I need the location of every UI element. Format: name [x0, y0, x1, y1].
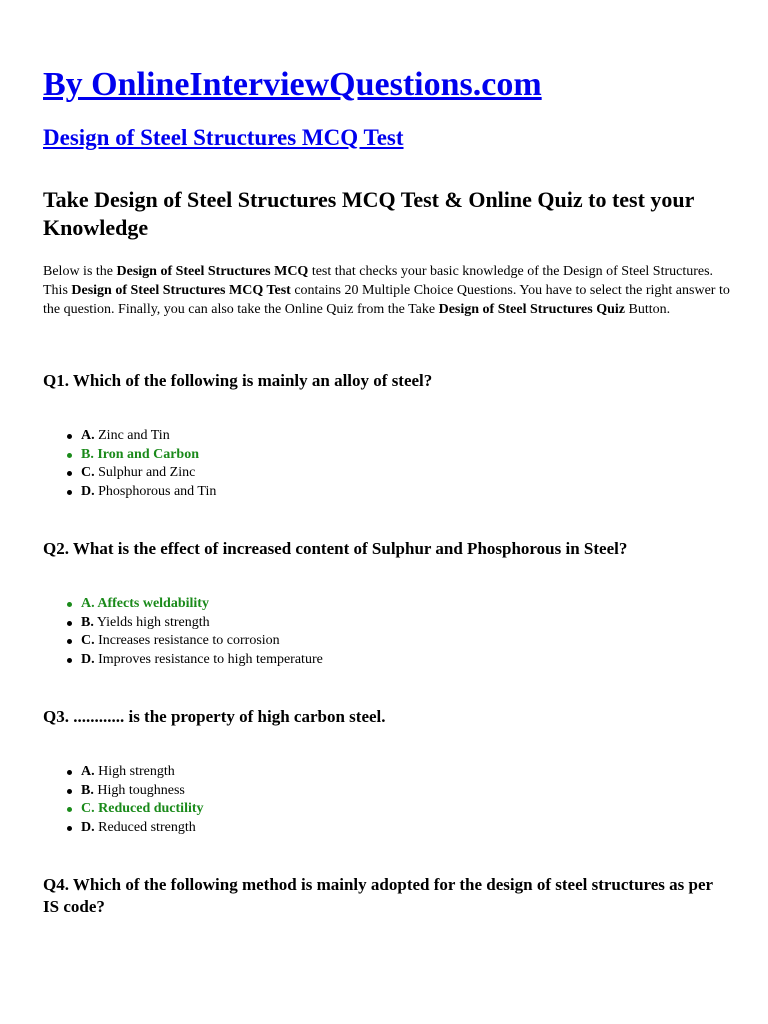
option-text: High toughness — [97, 782, 185, 798]
page-heading: Take Design of Steel Structures MCQ Test & Online Quiz to test your Knowledge — [43, 187, 695, 240]
option-text: Zinc and Tin — [98, 428, 170, 443]
option-letter: D. — [81, 483, 95, 499]
option-text: Sulphur and Zinc — [98, 465, 196, 480]
option-letter: A. — [81, 764, 95, 779]
option-letter: B. — [81, 614, 94, 630]
option-letter: C. — [81, 633, 95, 648]
option-d[interactable] — [43, 819, 733, 838]
question-1-options — [43, 427, 733, 501]
question-1: Q1. Which of the following is mainly an alloy of steel? — [43, 371, 433, 390]
option-a[interactable] — [43, 427, 733, 446]
option-text: Affects weldability — [97, 596, 209, 611]
option-text: Phosphorous and Tin — [98, 483, 217, 499]
site-link[interactable]: By OnlineInterviewQuestions.com — [43, 66, 542, 103]
option-a[interactable] — [43, 763, 733, 782]
option-text: High strength — [98, 764, 175, 779]
option-text: Reduced ductility — [98, 801, 204, 816]
option-b-correct[interactable] — [43, 446, 733, 465]
option-letter: C. — [81, 801, 95, 816]
option-c[interactable] — [43, 464, 733, 483]
intro-text-3: contains 20 Multiple Choice Questions. You have to select the right answer to the question. Finally, you can also take the Online Quiz from the Take — [43, 283, 730, 317]
option-text: Yields high strength — [96, 614, 210, 630]
intro-paragraph — [43, 262, 733, 319]
option-letter: C. — [81, 465, 95, 480]
option-text: Improves resistance to high temperature — [98, 651, 323, 667]
option-b[interactable] — [43, 782, 733, 801]
option-letter: A. — [81, 596, 95, 611]
option-d[interactable] — [43, 483, 733, 502]
option-letter: B. — [81, 782, 94, 798]
option-d[interactable] — [43, 651, 733, 670]
intro-text-2: test that checks your basic knowledge of the Design of Steel Structures. This — [43, 264, 714, 298]
option-c-correct[interactable] — [43, 800, 733, 819]
question-4: Q4. Which of the following method is mainly adopted for the design of steel structures as per IS code? — [43, 875, 713, 916]
test-title-link[interactable]: Design of Steel Structures MCQ Test — [43, 125, 404, 150]
option-text: Increases resistance to corrosion — [98, 633, 280, 648]
question-3-options — [43, 763, 733, 837]
question-3: Q3. ............ is the property of high carbon steel. — [43, 707, 386, 726]
option-letter: D. — [81, 651, 95, 667]
question-2-options — [43, 595, 733, 669]
intro-text-1: Below is the — [43, 264, 117, 279]
intro-text-4: Button. — [624, 302, 671, 317]
option-letter: A. — [81, 428, 95, 443]
intro-bold-3: Design of Steel Structures Quiz — [438, 302, 625, 317]
option-c[interactable] — [43, 632, 733, 651]
intro-bold-2: Design of Steel Structures MCQ Test — [71, 283, 291, 298]
option-letter: D. — [81, 819, 95, 835]
option-text: Reduced strength — [98, 819, 196, 835]
question-2: Q2. What is the effect of increased content of Sulphur and Phosphorous in Steel? — [43, 539, 628, 558]
option-a-correct[interactable] — [43, 595, 733, 614]
option-b[interactable] — [43, 614, 733, 633]
option-text: Iron and Carbon — [97, 446, 200, 462]
intro-bold-1: Design of Steel Structures MCQ — [116, 264, 309, 279]
option-letter: B. — [81, 446, 94, 462]
